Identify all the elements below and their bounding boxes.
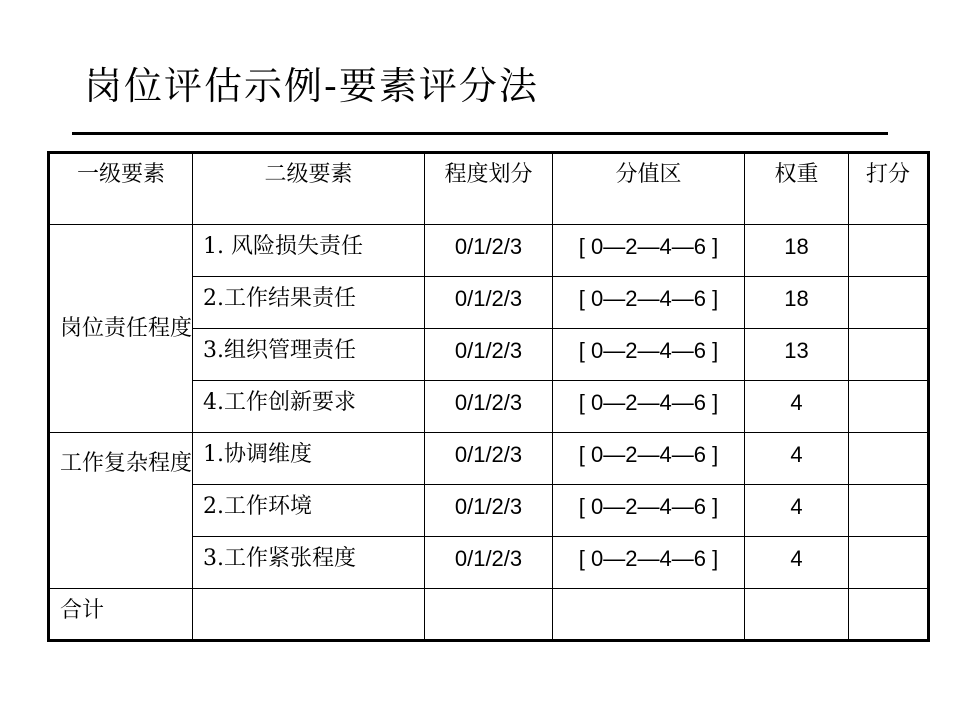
- score-cell[interactable]: [849, 277, 929, 329]
- second-level-cell: 1. 风险损失责任: [193, 225, 425, 277]
- score-cell[interactable]: [849, 485, 929, 537]
- grading-cell: 0/1/2/3: [425, 329, 553, 381]
- score-cell[interactable]: [849, 537, 929, 589]
- grading-cell: 0/1/2/3: [425, 225, 553, 277]
- score-cell[interactable]: [849, 225, 929, 277]
- slide-title: 岗位评估示例-要素评分法: [84, 64, 539, 108]
- header-grading: 程度划分: [425, 153, 553, 225]
- weight-cell: 18: [745, 225, 849, 277]
- grading-cell: 0/1/2/3: [425, 277, 553, 329]
- weight-cell: 4: [745, 381, 849, 433]
- table-row: [49, 433, 929, 485]
- grading-cell: 0/1/2/3: [425, 433, 553, 485]
- first-level-cell: 工作复杂程度: [49, 433, 193, 589]
- total-empty-cell: [425, 589, 553, 641]
- score-cell[interactable]: [849, 329, 929, 381]
- header-score-range: 分值区: [553, 153, 745, 225]
- weight-cell: 4: [745, 485, 849, 537]
- title-underline: [72, 132, 888, 135]
- range-cell: [ 0—2—4—6 ]: [553, 433, 745, 485]
- table-header-row: [49, 153, 929, 225]
- range-cell: [ 0—2—4—6 ]: [553, 225, 745, 277]
- grading-cell: 0/1/2/3: [425, 537, 553, 589]
- header-first-level: 一级要素: [49, 153, 193, 225]
- grading-cell: 0/1/2/3: [425, 381, 553, 433]
- evaluation-table: [47, 151, 930, 642]
- header-weight: 权重: [745, 153, 849, 225]
- weight-cell: 4: [745, 537, 849, 589]
- range-cell: [ 0—2—4—6 ]: [553, 485, 745, 537]
- total-empty-cell: [553, 589, 745, 641]
- second-level-cell: 3.工作紧张程度: [193, 537, 425, 589]
- second-level-cell: 4.工作创新要求: [193, 381, 425, 433]
- weight-cell: 18: [745, 277, 849, 329]
- range-cell: [ 0—2—4—6 ]: [553, 277, 745, 329]
- total-label: 合计: [49, 589, 193, 641]
- range-cell: [ 0—2—4—6 ]: [553, 381, 745, 433]
- weight-cell: 13: [745, 329, 849, 381]
- total-empty-cell: [193, 589, 425, 641]
- table-row: [49, 225, 929, 277]
- total-empty-cell: [745, 589, 849, 641]
- first-level-cell: 岗位责任程度: [49, 225, 193, 433]
- second-level-cell: 2.工作结果责任: [193, 277, 425, 329]
- range-cell: [ 0—2—4—6 ]: [553, 329, 745, 381]
- second-level-cell: 1.协调维度: [193, 433, 425, 485]
- header-score: 打分: [849, 153, 929, 225]
- total-row: [49, 589, 929, 641]
- score-cell[interactable]: [849, 433, 929, 485]
- grading-cell: 0/1/2/3: [425, 485, 553, 537]
- weight-cell: 4: [745, 433, 849, 485]
- header-second-level: 二级要素: [193, 153, 425, 225]
- second-level-cell: 2.工作环境: [193, 485, 425, 537]
- range-cell: [ 0—2—4—6 ]: [553, 537, 745, 589]
- second-level-cell: 3.组织管理责任: [193, 329, 425, 381]
- total-score-cell[interactable]: [849, 589, 929, 641]
- score-cell[interactable]: [849, 381, 929, 433]
